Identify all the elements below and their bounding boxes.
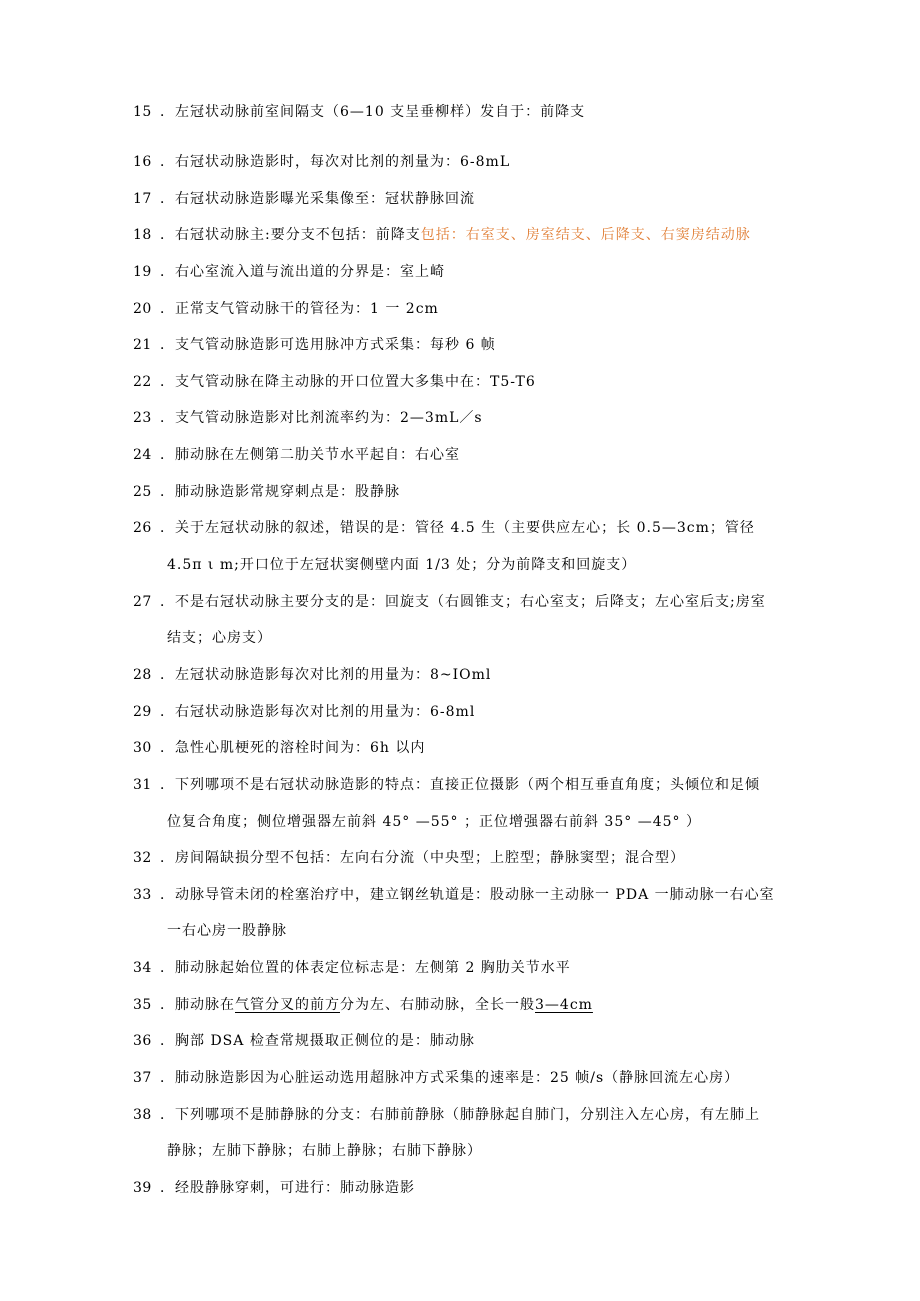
item-text: ．肺动脉造影常规穿刺点是：股静脉: [160, 483, 400, 500]
item-text-continuation: 静脉；左肺下静脉；右肺上静脉；右肺下静脉）: [167, 1143, 482, 1160]
item-number: 18: [133, 227, 152, 244]
underlined-length: 3—4cm: [535, 996, 593, 1013]
item-number: 24: [133, 447, 152, 464]
list-item-28: [0, 665, 920, 685]
item-text: ．胸部 DSA 检查常规摄取正侧位的是：肺动脉: [160, 1033, 475, 1050]
list-item-32: [0, 848, 920, 868]
list-item-25: [0, 482, 920, 502]
item-number: 19: [133, 263, 152, 280]
list-item-22: [0, 372, 920, 392]
item-number: 29: [133, 703, 152, 720]
item-number: 22: [133, 373, 152, 390]
list-item-27: [0, 592, 920, 647]
item-number: 15: [133, 104, 152, 120]
item-text-segment: ．肺动脉在: [160, 996, 235, 1013]
item-text: ．肺动脉起始位置的体表定位标志是：左侧第 2 胸肋关节水平: [160, 960, 571, 977]
item-text-main: ．右冠状动脉主:要分支不包括：前降支: [160, 227, 421, 244]
item-number: 33: [133, 886, 152, 903]
item-text: ．不是右冠状动脉主要分支的是：回旋支（右圆锥支；右心室支；后降支；左心室后支;房室: [160, 593, 766, 610]
item-number: 21: [133, 337, 152, 354]
list-item-29: [0, 702, 920, 722]
item-number: 38: [133, 1106, 152, 1123]
list-item-19: [0, 262, 920, 282]
item-number: 30: [133, 740, 152, 757]
list-item-23: [0, 408, 920, 428]
item-number: 34: [133, 960, 152, 977]
list-item-17: [0, 189, 920, 209]
list-item-15: [0, 102, 920, 122]
item-text: ．动脉导管未闭的栓塞治疗中，建立钢丝轨道是：股动脉一主动脉一 PDA 一肺动脉一右心室: [160, 886, 775, 903]
list-item-39: [0, 1178, 920, 1198]
item-text: ．关于左冠状动脉的叙述，错误的是：管径 4.5 生（主要供应左心；长 0.5—3cm；管径: [160, 520, 755, 537]
item-text: ．右冠状动脉造影每次对比剂的用量为：6-8ml: [160, 703, 476, 720]
item-text: ．右冠状动脉造影曝光采集像至：冠状静脉回流: [160, 190, 475, 207]
item-number: 37: [133, 1070, 152, 1086]
item-text: [160, 225, 751, 245]
list-item-34: [0, 958, 920, 978]
item-text: ．急性心肌梗死的溶栓时间为：6h 以内: [160, 740, 426, 757]
item-number: 28: [133, 666, 152, 683]
list-item-18: [0, 225, 920, 245]
list-item-33: [0, 885, 920, 940]
item-text: [160, 995, 593, 1015]
item-text: ．左冠状动脉前室间隔支（6—10 支呈垂柳样）发自于：前降支: [160, 104, 586, 120]
list-item-16: [0, 152, 920, 172]
highlighted-note: 包括：右室支、房室结支、后降支、右窦房结动脉: [420, 227, 751, 244]
list-item-24: [0, 445, 920, 465]
item-text-continuation: 位复合角度；侧位增强器左前斜 45° —55° ；正位增强器右前斜 35° —45° ）: [167, 813, 701, 830]
item-number: 23: [133, 410, 152, 427]
list-item-26: [0, 518, 920, 574]
item-number: 20: [133, 300, 152, 317]
item-text: ．支气管动脉造影对比剂流率约为：2—3mL／s: [160, 410, 483, 427]
item-text-continuation: 一右心房一股静脉: [167, 923, 287, 940]
list-item-31: [0, 775, 920, 830]
item-text: ．下列哪项不是肺静脉的分支：右肺前静脉（肺静脉起自肺门，分别注入左心房，有左肺上: [160, 1106, 760, 1123]
item-number: 35: [133, 996, 152, 1013]
item-number: 31: [133, 776, 152, 793]
item-text: ．房间隔缺损分型不包括：左向右分流（中央型；上腔型；静脉窦型；混合型）: [160, 850, 685, 867]
item-number: 36: [133, 1033, 152, 1050]
item-text: ．左冠状动脉造影每次对比剂的用量为：8~IOml: [160, 666, 492, 683]
item-number: 17: [133, 190, 152, 207]
item-number: 32: [133, 850, 152, 867]
item-number: 16: [133, 154, 152, 170]
item-number: 25: [133, 483, 152, 500]
item-text: ．右心室流入道与流出道的分界是：室上崎: [160, 263, 445, 280]
item-text-segment: 分为左、右肺动脉，全长一般: [340, 996, 535, 1013]
list-item-30: [0, 738, 920, 758]
item-text-continuation: 结支；心房支）: [167, 630, 272, 647]
item-number: 39: [133, 1179, 152, 1196]
item-text: ．右冠状动脉造影时，每次对比剂的剂量为：6-8mL: [160, 154, 511, 170]
list-item-38: [0, 1105, 920, 1160]
item-text: ．经股静脉穿刺，可进行：肺动脉造影: [160, 1179, 415, 1196]
item-text-continuation: 4.5π ι m;开口位于左冠状窦侧壁内面 1/3 处；分为前降支和回旋支）: [167, 557, 637, 574]
list-item-37: [0, 1068, 920, 1088]
item-text: ．下列哪项不是右冠状动脉造影的特点：直接正位摄影（两个相互垂直角度；头倾位和足倾: [160, 776, 760, 793]
item-text: ．支气管动脉在降主动脉的开口位置大多集中在：T5-T6: [160, 373, 536, 390]
item-text: ．支气管动脉造影可选用脉冲方式采集：每秒 6 帧: [160, 337, 496, 354]
item-text: ．正常支气管动脉干的管径为：1 一 2cm: [160, 300, 439, 317]
item-text: ．肺动脉在左侧第二肋关节水平起自：右心室: [160, 447, 460, 464]
list-item-21: [0, 335, 920, 355]
item-number: 27: [133, 593, 152, 610]
underlined-term: 气管分叉的前方: [235, 996, 340, 1013]
item-number: 26: [133, 520, 152, 537]
list-item-20: [0, 299, 920, 319]
item-text: ．肺动脉造影因为心脏运动选用超脉冲方式采集的速率是：25 帧/s（静脉回流左心房）: [160, 1070, 740, 1086]
list-item-36: [0, 1031, 920, 1051]
list-item-35: [0, 995, 920, 1015]
